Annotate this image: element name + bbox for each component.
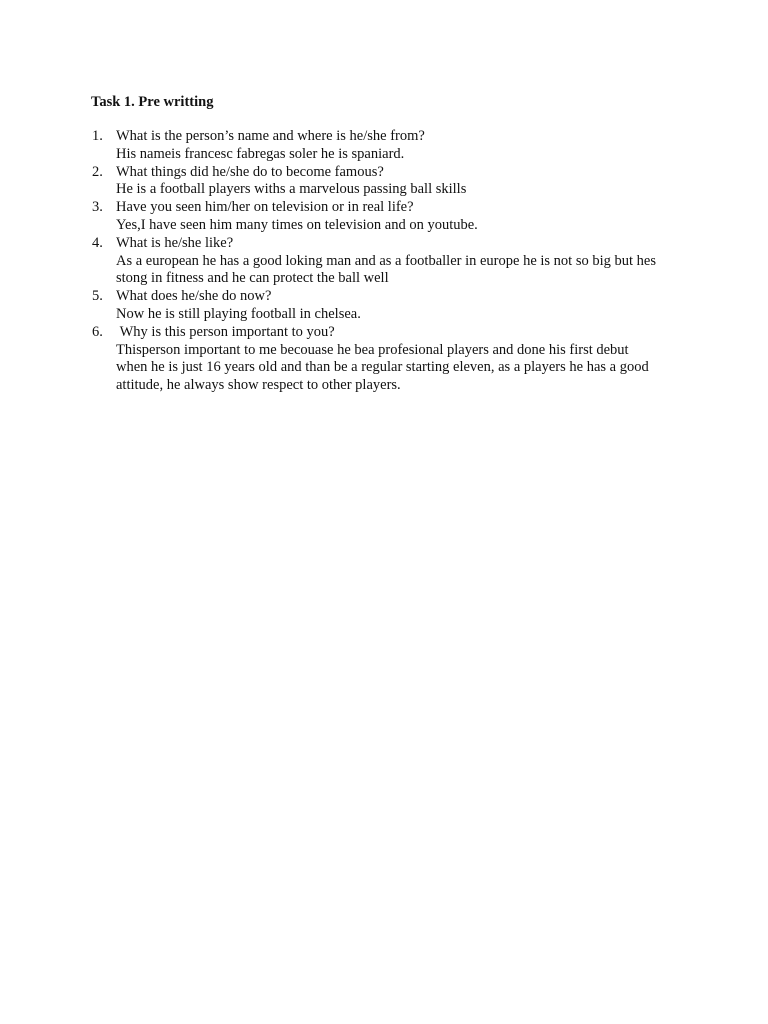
question-number: 2.: [92, 163, 103, 180]
answer-text: His nameis francesc fabregas soler he is spaniard.: [116, 145, 405, 162]
question-text: What things did he/she do to become famous?: [116, 163, 384, 180]
question-item-6: [91, 324, 691, 395]
question-item-4: [91, 235, 691, 288]
question-text: Have you seen him/her on television or in real life?: [116, 199, 414, 216]
question-text: What is the person’s name and where is he/she from?: [116, 128, 425, 144]
answer-text: Yes,I have seen him many times on television and on youtube.: [116, 216, 478, 233]
question-text: What is he/she like?: [116, 234, 234, 251]
question-number: 3.: [92, 199, 103, 216]
question-number: 5.: [92, 288, 103, 305]
question-list: [91, 128, 691, 395]
answer-text: He is a football players withs a marvelous passing ball skills: [116, 181, 467, 198]
question-number: 4.: [92, 234, 103, 251]
question-number: 6.: [92, 323, 103, 340]
question-text: Why is this person important to you?: [116, 323, 335, 340]
question-item-2: [91, 164, 691, 200]
question-text: What does he/she do now?: [116, 288, 272, 305]
task-title: Task 1. Pre writting: [91, 94, 214, 110]
answer-text: As a european he has a good loking man and as a footballer in europe he is not so big but hes stong in fitness and he can protect the ball well: [116, 252, 656, 287]
answer-text: Now he is still playing football in chelsea.: [116, 305, 361, 322]
question-item-3: [91, 199, 691, 235]
question-item-1: [91, 128, 691, 164]
question-item-5: [91, 288, 691, 324]
answer-text: Thisperson important to me becouase he bea profesional players and done his first debut when he is just 16 years old and than be a regular starting eleven, as a players he has a good attitude, he always show respect to other players.: [116, 341, 649, 394]
question-number: 1.: [92, 128, 103, 144]
